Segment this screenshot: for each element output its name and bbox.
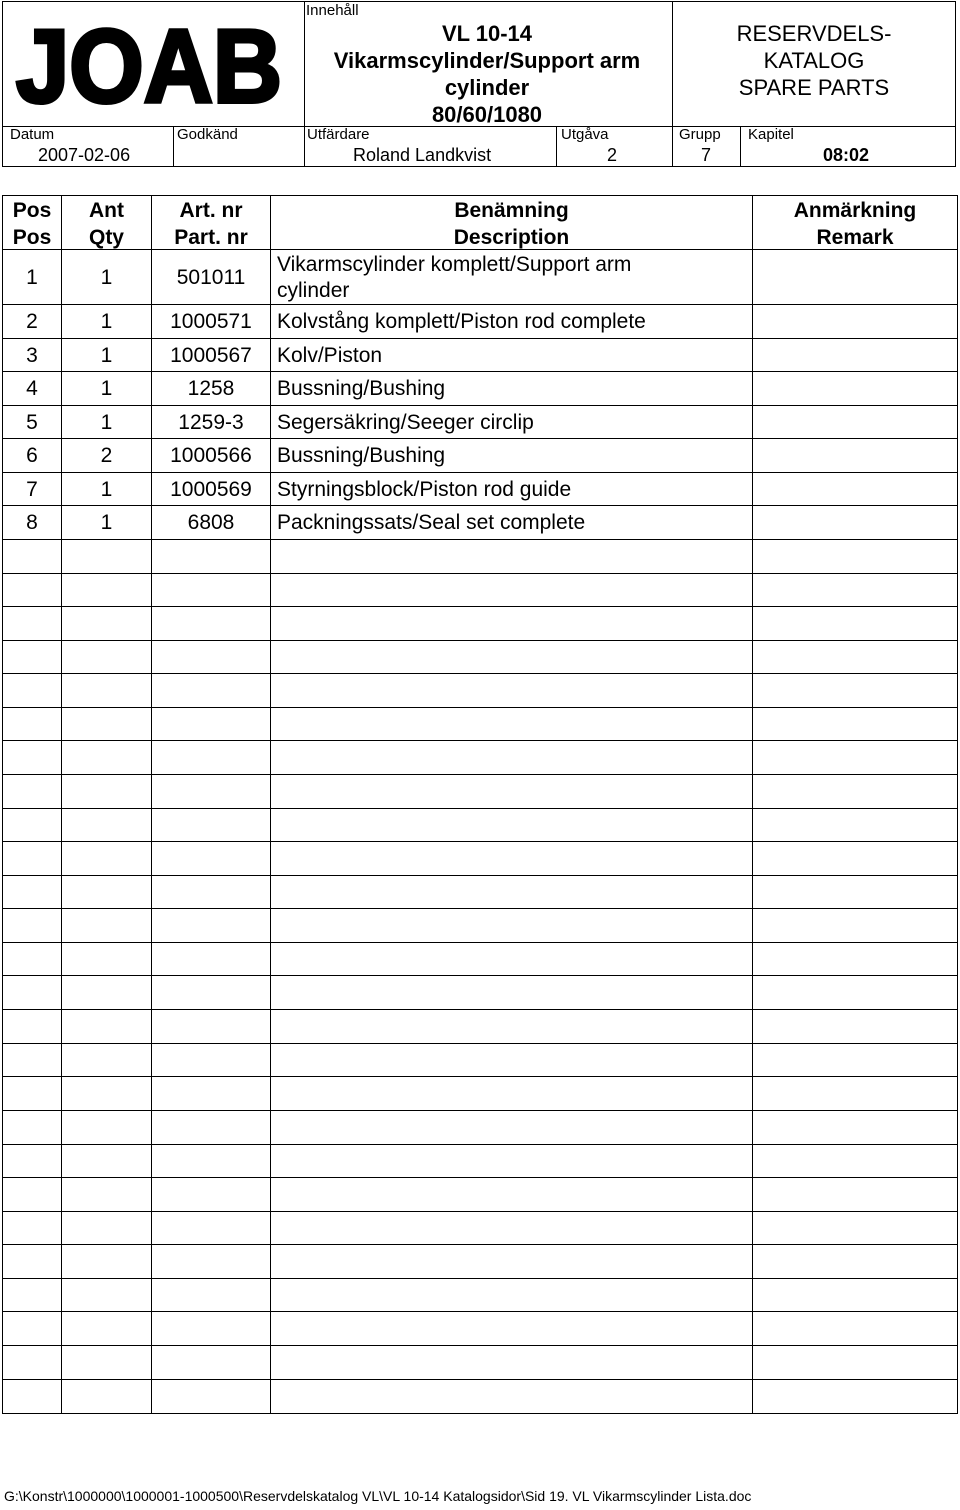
header-qty-en: Qty (88, 226, 124, 249)
table-row (3, 405, 957, 438)
row-divider (3, 1110, 957, 1111)
joab-logo (14, 20, 286, 108)
row-divider (3, 1043, 957, 1044)
row-divider (3, 942, 957, 943)
description-cell: Vikarmscylinder komplett/Support arm (277, 252, 632, 276)
description-cell: Kolvstång komplett/Piston rod complete (277, 310, 646, 333)
pos-cell: 2 (26, 310, 38, 333)
header-remark-sv: Anmärkning (793, 199, 917, 222)
row-divider (3, 673, 957, 674)
title-line: VL 10-14 (441, 21, 533, 46)
chapter-value: 08:02 (823, 145, 870, 165)
description-cell: Segersäkring/Seeger circlip (277, 410, 534, 434)
catalog-line: KATALOG (763, 48, 865, 73)
part-number-cell: 6808 (187, 511, 235, 534)
qty-cell: 1 (100, 410, 113, 434)
row-divider (3, 573, 957, 574)
header-pos-en: Pos (12, 226, 52, 249)
issuer-value: Roland Landkvist (353, 145, 492, 165)
description-cell: Packningssats/Seal set complete (277, 511, 586, 534)
issuer-label: Utfärdare (307, 126, 370, 143)
pos-cell: 1 (26, 265, 38, 289)
qty-cell: 1 (100, 343, 113, 367)
header-pos (3, 197, 61, 251)
table-row (3, 371, 957, 405)
part-number-cell: 501011 (176, 265, 246, 289)
table-row (3, 472, 957, 505)
pos-cell: 4 (26, 377, 38, 400)
row-divider (3, 875, 957, 876)
qty-cell: 1 (100, 265, 113, 289)
table-row (3, 304, 957, 338)
header-description (271, 197, 752, 251)
table-row (3, 249, 957, 304)
part-number-cell: 1258 (187, 377, 235, 400)
header-part-number-sv: Art. nr (179, 199, 243, 222)
table-row (3, 438, 957, 472)
row-divider (3, 1311, 957, 1312)
title-line: cylinder (444, 75, 530, 100)
pos-cell: 7 (26, 477, 38, 501)
logo-wordmark: JOAB (16, 20, 282, 108)
row-divider (3, 539, 957, 540)
row-divider (3, 1278, 957, 1279)
row-divider (3, 606, 957, 607)
parts-table (2, 195, 958, 1414)
divider (556, 126, 557, 166)
row-divider (3, 774, 957, 775)
group-value: 7 (701, 145, 712, 165)
pos-cell: 8 (26, 511, 38, 534)
qty-cell: 1 (100, 511, 113, 534)
date-value: 2007-02-06 (38, 145, 131, 165)
qty-cell: 1 (100, 377, 113, 400)
pos-cell: 3 (26, 343, 38, 367)
part-number-cell: 1000571 (170, 310, 252, 333)
part-number-cell: 1000569 (170, 477, 252, 501)
header-description-sv: Benämning (454, 199, 569, 222)
group-label: Grupp (679, 126, 721, 143)
row-divider (3, 1009, 957, 1010)
edition-value: 2 (607, 145, 618, 165)
table-row (3, 505, 957, 539)
description-cell: Bussning/Bushing (277, 444, 446, 467)
row-divider (3, 1177, 957, 1178)
row-divider (3, 1244, 957, 1245)
catalog-line: SPARE PARTS (738, 75, 890, 100)
header-qty-sv: Ant (89, 199, 124, 222)
row-divider (3, 975, 957, 976)
divider (173, 126, 174, 166)
header-remark (753, 197, 957, 251)
row-divider (3, 1211, 957, 1212)
header-pos-sv: Pos (12, 199, 52, 222)
approved-label: Godkänd (177, 126, 238, 143)
document-title (304, 20, 670, 128)
row-divider (3, 908, 957, 909)
date-label: Datum (10, 126, 55, 143)
chapter-label: Kapitel (748, 126, 794, 143)
pos-cell: 5 (26, 410, 38, 434)
part-number-cell: 1259-3 (178, 410, 244, 434)
row-divider (3, 1076, 957, 1077)
qty-cell: 1 (100, 477, 113, 501)
header-remark-en: Remark (816, 226, 894, 249)
title-line: Vikarmscylinder/Support arm (333, 48, 641, 73)
row-divider (3, 1144, 957, 1145)
file-path-footer: G:\Konstr\1000000\1000001-1000500\Reservdelskatalog VL\VL 10-14 Katalogsidor\Sid 19. VL Vikarmscylinder Lista.doc (4, 1488, 752, 1504)
description-cell: Styrningsblock/Piston rod guide (277, 477, 572, 501)
header-part-number (152, 197, 270, 251)
row-divider (3, 841, 957, 842)
pos-cell: 6 (26, 444, 38, 467)
catalog-title (672, 20, 956, 101)
description-cell: Bussning/Bushing (277, 377, 446, 400)
row-divider (3, 640, 957, 641)
header-description-en: Description (453, 226, 570, 249)
qty-cell: 2 (100, 444, 113, 467)
row-divider (3, 740, 957, 741)
divider (740, 126, 741, 166)
table-row (3, 338, 957, 371)
header-part-number-en: Part. nr (174, 226, 248, 249)
description-cell: cylinder (277, 278, 350, 302)
edition-label: Utgåva (561, 126, 609, 143)
part-number-cell: 1000566 (170, 444, 252, 467)
part-number-cell: 1000567 (170, 343, 252, 367)
catalog-line: RESERVDELS- (736, 21, 892, 46)
description-cell: Kolv/Piston (277, 343, 383, 367)
title-line: 80/60/1080 (431, 102, 543, 127)
qty-cell: 1 (100, 310, 113, 333)
row-divider (3, 707, 957, 708)
row-divider (3, 808, 957, 809)
row-divider (3, 1379, 957, 1380)
header-qty (62, 197, 151, 251)
contents-label: Innehåll (306, 2, 359, 19)
row-divider (3, 1345, 957, 1346)
